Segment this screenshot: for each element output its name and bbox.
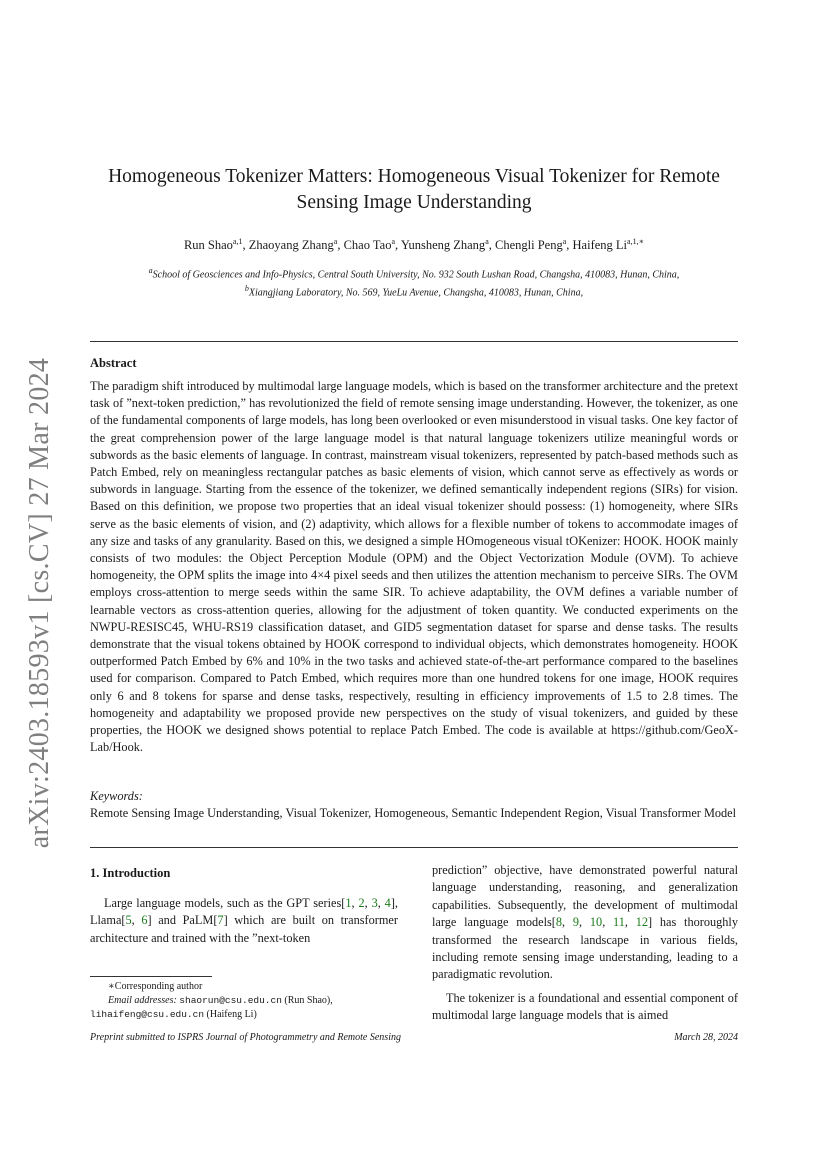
- email-line: [90, 994, 398, 1008]
- citation-link[interactable]: 11: [613, 915, 625, 930]
- text-run: ,: [602, 915, 614, 930]
- affiliation-list: [90, 264, 738, 301]
- citation-link[interactable]: 9: [572, 915, 580, 930]
- citation-link[interactable]: 1: [345, 896, 352, 910]
- footnote-divider: [90, 976, 212, 977]
- text-run: ], Llama[: [90, 896, 398, 928]
- author-list: Run Shao$^{a,1}$, Zhaoyang Zhang$^a$, Chao Tao$^a$, Yunsheng Zhang$^a$, Chengli Peng$^a$, Haifeng $Li^{a,1,∗}$: [183, 237, 645, 253]
- author-affil-mark: a: [391, 237, 396, 246]
- footnote: [90, 980, 398, 1022]
- email-link[interactable]: shaorun@csu.edu.cn: [179, 995, 282, 1006]
- affiliation-mark: b: [244, 284, 249, 294]
- intro-paragraph: [90, 895, 398, 947]
- abstract-heading: Abstract: [90, 356, 137, 370]
- affiliation-text: School of Geosciences and Info-Physics, Central South University, No. 932 South Lushan Road, Changsha, 410083, Hunan, China,: [152, 269, 680, 281]
- affiliation: [90, 282, 738, 300]
- citation-link[interactable]: 8: [555, 915, 563, 930]
- author-name: Run Shao: [183, 238, 233, 253]
- citation-link[interactable]: 5: [125, 913, 132, 928]
- citation-link[interactable]: 12: [635, 915, 649, 930]
- footer-date: March 28, 2024: [674, 1032, 738, 1043]
- author-affil-mark: a: [333, 237, 338, 246]
- left-column: [90, 864, 398, 947]
- author-affil-mark: a,1,∗: [627, 237, 645, 246]
- text-run: prediction” objective, have demonstrated powerful natural language understanding, reasoning, and generalization capabilities. Subsequently, the development of multimodal large language models[: [432, 863, 738, 930]
- email-label: Email addresses:: [108, 995, 180, 1006]
- text-run: Large language models, such as the GPT series[: [104, 896, 346, 910]
- author-affil-mark: a,1: [232, 237, 243, 246]
- text-run: ,: [364, 896, 372, 910]
- keywords: [90, 788, 738, 822]
- text-run: ] which are built on transformer architecture and trained with the ”next-token: [90, 913, 398, 945]
- footer-journal: Preprint submitted to ISPRS Journal of Photogrammetry and Remote Sensing: [90, 1032, 401, 1043]
- citation-link[interactable]: 4: [384, 896, 391, 910]
- section-heading: 1. Introduction: [90, 866, 171, 880]
- author-affil-mark: a: [485, 237, 489, 246]
- abstract-text: The paradigm shift introduced by multimodal large language models, which is based on the transformer architecture and the pretext task of ”next-token prediction,” has revolutionized the field of remote sensing image understanding. However, the tokenizer, as one of the fundamental components of large models, has long been overlooked or even misunderstood in visual tasks. One key factor of the great comprehension power of the large language model is that natural language tokenizers utilize meaningful words or subwords as the basic elements of language. In contrast, mainstream visual tokenizers, represented by patch-based methods such as Patch Embed, rely on meaningless rectangular patches as basic elements of vision, which cannot serve as effectively as words or subwords in language. Starting from the essence of the tokenizer, we defined semantically independent regions (SIRs) for vision. Based on this definition, we propose two properties that an ideal visual tokenizer should possess: (1) homogeneity, where SIRs serve as the basic elements of vision, and (2) adaptivity, which allows for a flexible number of tokens to accommodate images of any size and tasks of any granularity. Based on this, we designed a simple HOmogeneous visual tOKenizer: HOOK. HOOK mainly consists of two modules: the Object Perception Module (OPM) and the Object Vectorization Module (OVM). To achieve homogeneity, the OPM splits the image into 4×4 pixel seeds and then utilizes the attention mechanism to perceive SIRs. The OVM employs cross-attention to merge seeds within the same SIR. To achieve adaptability, the OVM defines a variable number of learnable vectors as cross-attention queries, allowing for the adjustment of token quantity. We conducted experiments on the NWPU-RESISC45, WHU-RS19 classification dataset, and GID5 segmentation dataset for sparse and dense tasks. The results demonstrate that the visual tokens obtained by HOOK correspond to individual objects, which demonstrates homogeneity. HOOK outperformed Patch Embed by 6% and 10% in the two tasks and achieved state-of-the-art performance compared to the baselines used for comparison. Compared to Patch Embed, which requires more than one hundred tokens for one image, HOOK requires only 6 and 8 tokens for sparse and dense tasks, respectively, resulting in efficiency improvements of 1.5 to 2.8 times. The homogeneity and adaptability we proposed provide new perspectives on the study of visual tokenizers, and guided by these properties, the HOOK we designed shows potential to replace Patch Embed. The code is available at https://github.com/GeoX-Lab/Hook.: [90, 379, 738, 755]
- author-name: Chao Tao: [343, 238, 392, 253]
- text-run: ,: [579, 915, 590, 930]
- arxiv-stamp: [20, 358, 60, 848]
- author-name: Zhaoyang Zhang: [248, 238, 334, 253]
- affiliation-text: Xiangjiang Laboratory, No. 569, YueLu Avenue, Changsha, 410083, Hunan, China,: [248, 287, 584, 299]
- text-run: ,: [624, 915, 636, 930]
- author-name: Chengli Peng: [495, 238, 563, 253]
- text-run: ,: [351, 896, 359, 910]
- bottom-divider: [90, 847, 738, 848]
- affiliation: [90, 264, 738, 282]
- intro-paragraph-continued: [432, 862, 738, 984]
- text-run: ,: [131, 913, 142, 928]
- affiliation-mark: a: [148, 266, 153, 275]
- corresponding-author-note: ∗Corresponding author: [108, 981, 203, 992]
- author-name: Yunsheng Zhang: [400, 238, 486, 253]
- abstract: [90, 354, 738, 756]
- keywords-text: Remote Sensing Image Understanding, Visual Tokenizer, Homogeneous, Semantic Independent Region, Visual Transformer Model: [90, 806, 737, 820]
- email-owner: (Haifeng Li): [204, 1009, 257, 1020]
- top-divider: [90, 341, 738, 342]
- text-run: ,: [562, 915, 573, 930]
- arxiv-stamp-text: arXiv:2403.18593v1 [cs.CV] 27 Mar 2024: [24, 357, 56, 849]
- author-affil-mark: a: [562, 237, 567, 246]
- citation-link[interactable]: 2: [358, 896, 365, 910]
- paper-title: Homogeneous Tokenizer Matters: Homogeneous Visual Tokenizer for Remote Sensing Image Understanding: [108, 166, 720, 213]
- text-run: ] and PaLM[: [147, 913, 218, 928]
- email-owner: (Run Shao),: [281, 995, 333, 1006]
- citation-link[interactable]: 3: [371, 896, 378, 910]
- keywords-heading: Keywords:: [90, 789, 143, 803]
- citation-link[interactable]: 7: [217, 913, 224, 928]
- citation-link[interactable]: 6: [141, 913, 148, 928]
- email-line: [90, 1008, 398, 1022]
- email-link[interactable]: lihaifeng@csu.edu.cn: [90, 1009, 205, 1020]
- author-name: Haifeng Li: [572, 238, 628, 253]
- page-footer: [90, 1032, 738, 1043]
- intro-paragraph-2: The tokenizer is a foundational and essential component of multimodal large language models that is aimed: [432, 990, 738, 1023]
- text-run: ,: [377, 896, 385, 910]
- citation-link[interactable]: 10: [589, 915, 603, 930]
- text-run: ] has thoroughly transformed the research landscape in various fields, including remote sensing image understanding, leading to a paradigmatic revolution.: [432, 915, 738, 982]
- right-column: [432, 862, 738, 1025]
